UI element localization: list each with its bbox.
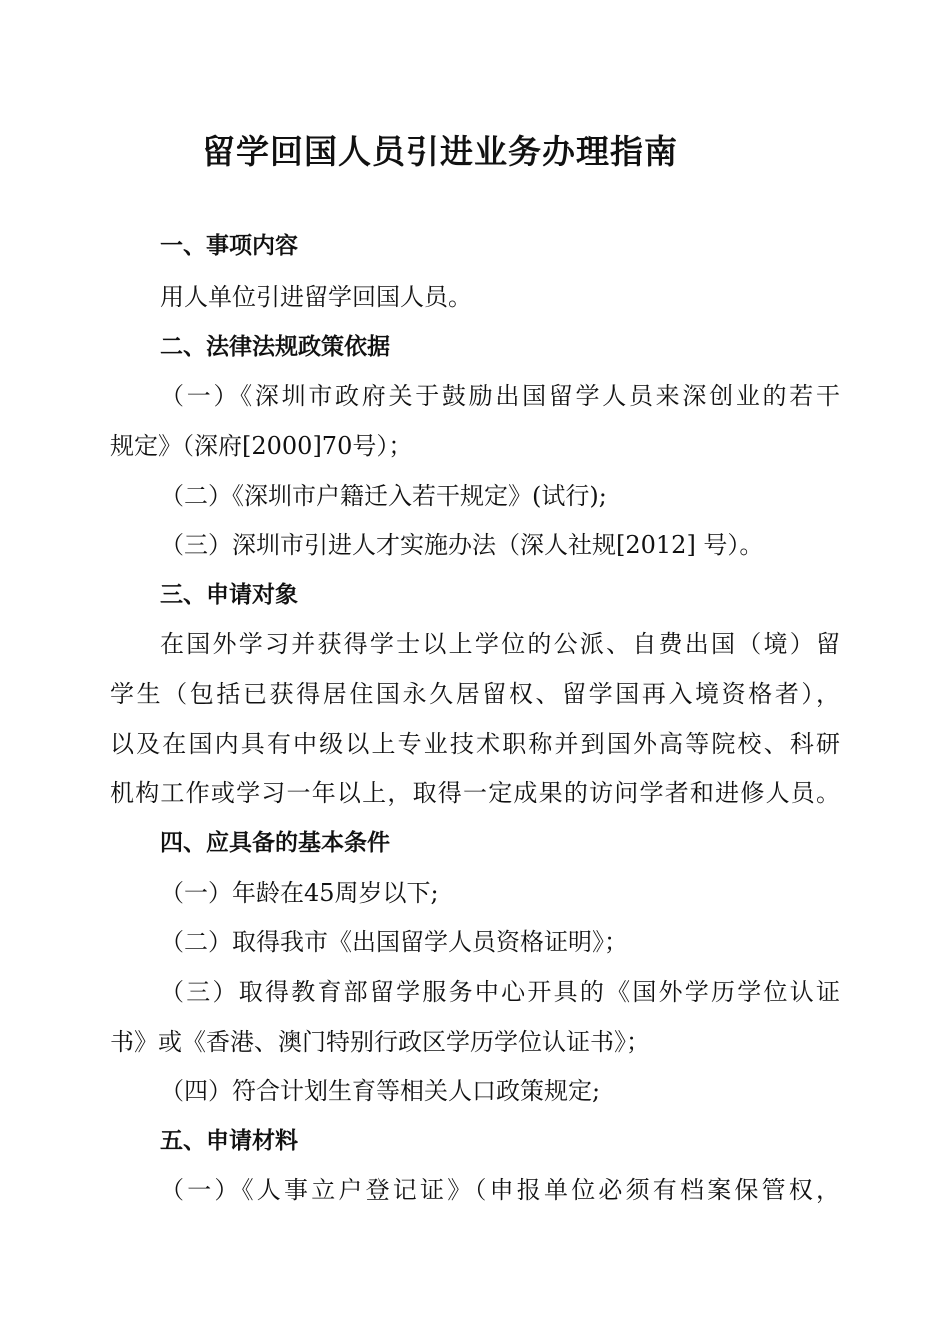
section-heading-2: 二、法律法规政策依据 <box>160 334 390 360</box>
paragraph-line: （二）取得我市《出国留学人员资格证明》； <box>160 928 628 956</box>
paragraph-line: （三）取得教育部留学服务中心开具的《国外学历学位认证 <box>160 978 840 1006</box>
paragraph-line: 学生（包括已获得居住国永久居留权、留学国再入境资格者）， <box>110 680 840 708</box>
paragraph-line: （三）深圳市引进人才实施办法（深人社规[2012] 号）。 <box>160 531 764 559</box>
document-title: 留学回国人员引进业务办理指南 <box>202 132 678 171</box>
section-heading-5: 五、申请材料 <box>160 1128 298 1154</box>
paragraph-line: 以及在国内具有中级以上专业技术职称并到国外高等院校、科研 <box>110 730 840 758</box>
section-heading-1: 一、事项内容 <box>160 233 298 259</box>
paragraph-line: （四）符合计划生育等相关人口政策规定; <box>160 1077 601 1105</box>
paragraph-line: 在国外学习并获得学士以上学位的公派、自费出国（境）留 <box>160 630 840 658</box>
paragraph-line: 规定》（深府[2000]70号）； <box>110 432 413 460</box>
section-heading-4: 四、应具备的基本条件 <box>160 830 390 856</box>
paragraph-line: （一）年龄在45周岁以下; <box>160 879 439 907</box>
section-heading-3: 三、申请对象 <box>160 582 298 608</box>
paragraph-line: 书》或《香港、澳门特别行政区学历学位认证书》； <box>110 1028 650 1056</box>
paragraph-line: 用人单位引进留学回国人员。 <box>160 283 472 311</box>
paragraph-line: （一）《人事立户登记证》（申报单位必须有档案保管权， <box>160 1176 840 1204</box>
paragraph-line: （一）《深圳市政府关于鼓励出国留学人员来深创业的若干 <box>160 382 840 410</box>
paragraph-line: 机构工作或学习一年以上，取得一定成果的访问学者和进修人员。 <box>110 779 840 807</box>
paragraph-line: （二）《深圳市户籍迁入若干规定》(试行); <box>160 482 607 510</box>
